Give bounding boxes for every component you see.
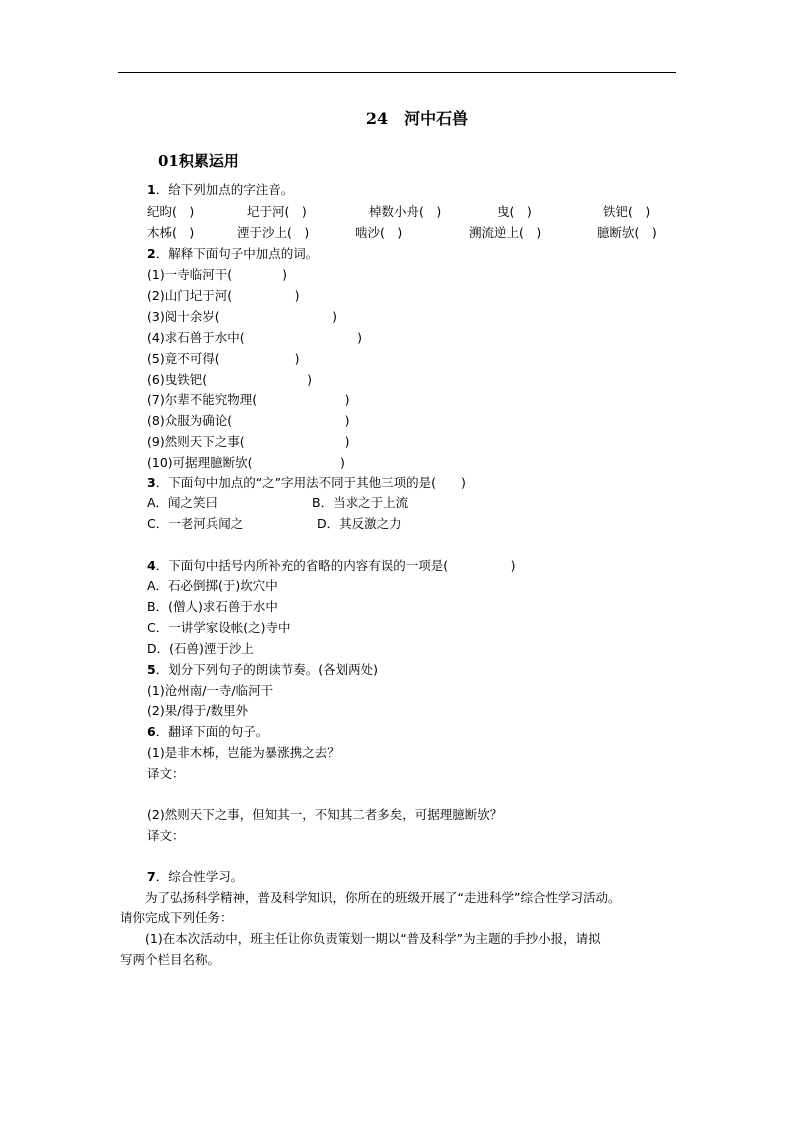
pinyin-item: 啮沙( ) xyxy=(355,225,403,240)
question-1 xyxy=(147,182,293,198)
question-number: 4 xyxy=(147,558,156,573)
paragraph-line: 为了弘扬科学精神，普及科学知识，你所在的班级开展了“走进科学”综合性学习活动。 xyxy=(120,890,621,905)
pinyin-item: 铁钯( ) xyxy=(603,204,651,219)
pinyin-item: 木柹( ) xyxy=(147,225,195,240)
lesson-title: 24 河中石兽 xyxy=(365,109,469,128)
pinyin-item: 棹数小舟( ) xyxy=(369,204,442,219)
option-c: C．一老河兵闻之 xyxy=(147,516,244,531)
question-3 xyxy=(147,475,466,491)
question-4 xyxy=(147,558,515,574)
option-d: D．其反激之力 xyxy=(317,516,402,531)
pinyin-item: 臆断欤( ) xyxy=(597,225,657,240)
question-number: 2 xyxy=(147,246,156,261)
sentence-1: (1)是非木柹，岂能为暴涨携之去？ xyxy=(147,745,340,760)
sentence-2: (2)然则天下之事，但知其一，不知其二者多矣，可据理臆断欤？ xyxy=(147,807,503,822)
option-a: A．闻之笑曰 xyxy=(147,495,219,510)
question-prompt: ．综合性学习。 xyxy=(155,869,244,884)
question-number: 1 xyxy=(147,182,156,197)
translation-label: 译文： xyxy=(147,766,185,781)
option-b: B．当求之于上流 xyxy=(312,495,409,510)
option-a: A．石必倒掷(于)坎穴中 xyxy=(147,578,278,593)
list-item: (1)沧州南/一寺/临河干 xyxy=(147,683,274,698)
list-item: (1)一寺临河干( ) xyxy=(147,267,287,282)
question-prompt: ．划分下列句子的朗读节奏。(各划两处) xyxy=(155,662,378,677)
list-item: (2)果/得于/数里外 xyxy=(147,703,249,718)
question-number: 6 xyxy=(147,724,156,739)
question-6 xyxy=(147,724,268,740)
list-item: (3)阅十余岁( ) xyxy=(147,309,337,324)
list-item: (10)可据理臆断欤( ) xyxy=(147,455,345,470)
question-2 xyxy=(147,246,318,262)
pinyin-item: 溯流逆上( ) xyxy=(469,225,542,240)
list-item: (4)求石兽于水中( ) xyxy=(147,330,362,345)
question-prompt: ．翻译下面的句子。 xyxy=(155,724,269,739)
list-item: (6)曳铁钯( ) xyxy=(147,372,312,387)
pinyin-item: 纪昀( ) xyxy=(147,204,195,219)
pinyin-item: 曳( ) xyxy=(497,204,532,219)
section-heading: 01积累运用 xyxy=(158,152,239,170)
question-prompt: ．解释下面句子中加点的词。 xyxy=(155,246,319,261)
paragraph-line: 写两个栏目名称。 xyxy=(120,952,221,967)
option-d: D．(石兽)湮于沙上 xyxy=(147,641,254,656)
question-7 xyxy=(147,869,243,885)
list-item: (8)众服为确论( ) xyxy=(147,413,350,428)
pinyin-item: 圮于河( ) xyxy=(247,204,307,219)
list-item: (7)尔辈不能究物理( ) xyxy=(147,392,350,407)
translation-label: 译文： xyxy=(147,828,185,843)
paragraph-line: (1)在本次活动中，班主任让你负责策划一期以“普及科学”为主题的手抄小报，请拟 xyxy=(120,931,601,946)
option-b: B．(僧人)求石兽于水中 xyxy=(147,599,278,614)
header-rule xyxy=(118,72,676,73)
pinyin-item: 湮于沙上( ) xyxy=(237,225,310,240)
option-c: C．一讲学家设帐(之)寺中 xyxy=(147,620,291,635)
paragraph-line: 请你完成下列任务： xyxy=(120,910,233,925)
question-prompt: ．下面句中加点的“之”字用法不同于其他三项的是( ) xyxy=(155,475,466,490)
list-item: (2)山门圮于河( ) xyxy=(147,288,300,303)
question-number: 3 xyxy=(147,475,156,490)
question-number: 5 xyxy=(147,662,156,677)
list-item: (5)竟不可得( ) xyxy=(147,351,300,366)
question-prompt: ．下面句中括号内所补充的省略的内容有误的一项是( ) xyxy=(155,558,516,573)
question-number: 7 xyxy=(147,869,156,884)
question-5 xyxy=(147,662,378,678)
question-prompt: ．给下列加点的字注音。 xyxy=(155,182,294,197)
list-item: (9)然则天下之事( ) xyxy=(147,434,350,449)
